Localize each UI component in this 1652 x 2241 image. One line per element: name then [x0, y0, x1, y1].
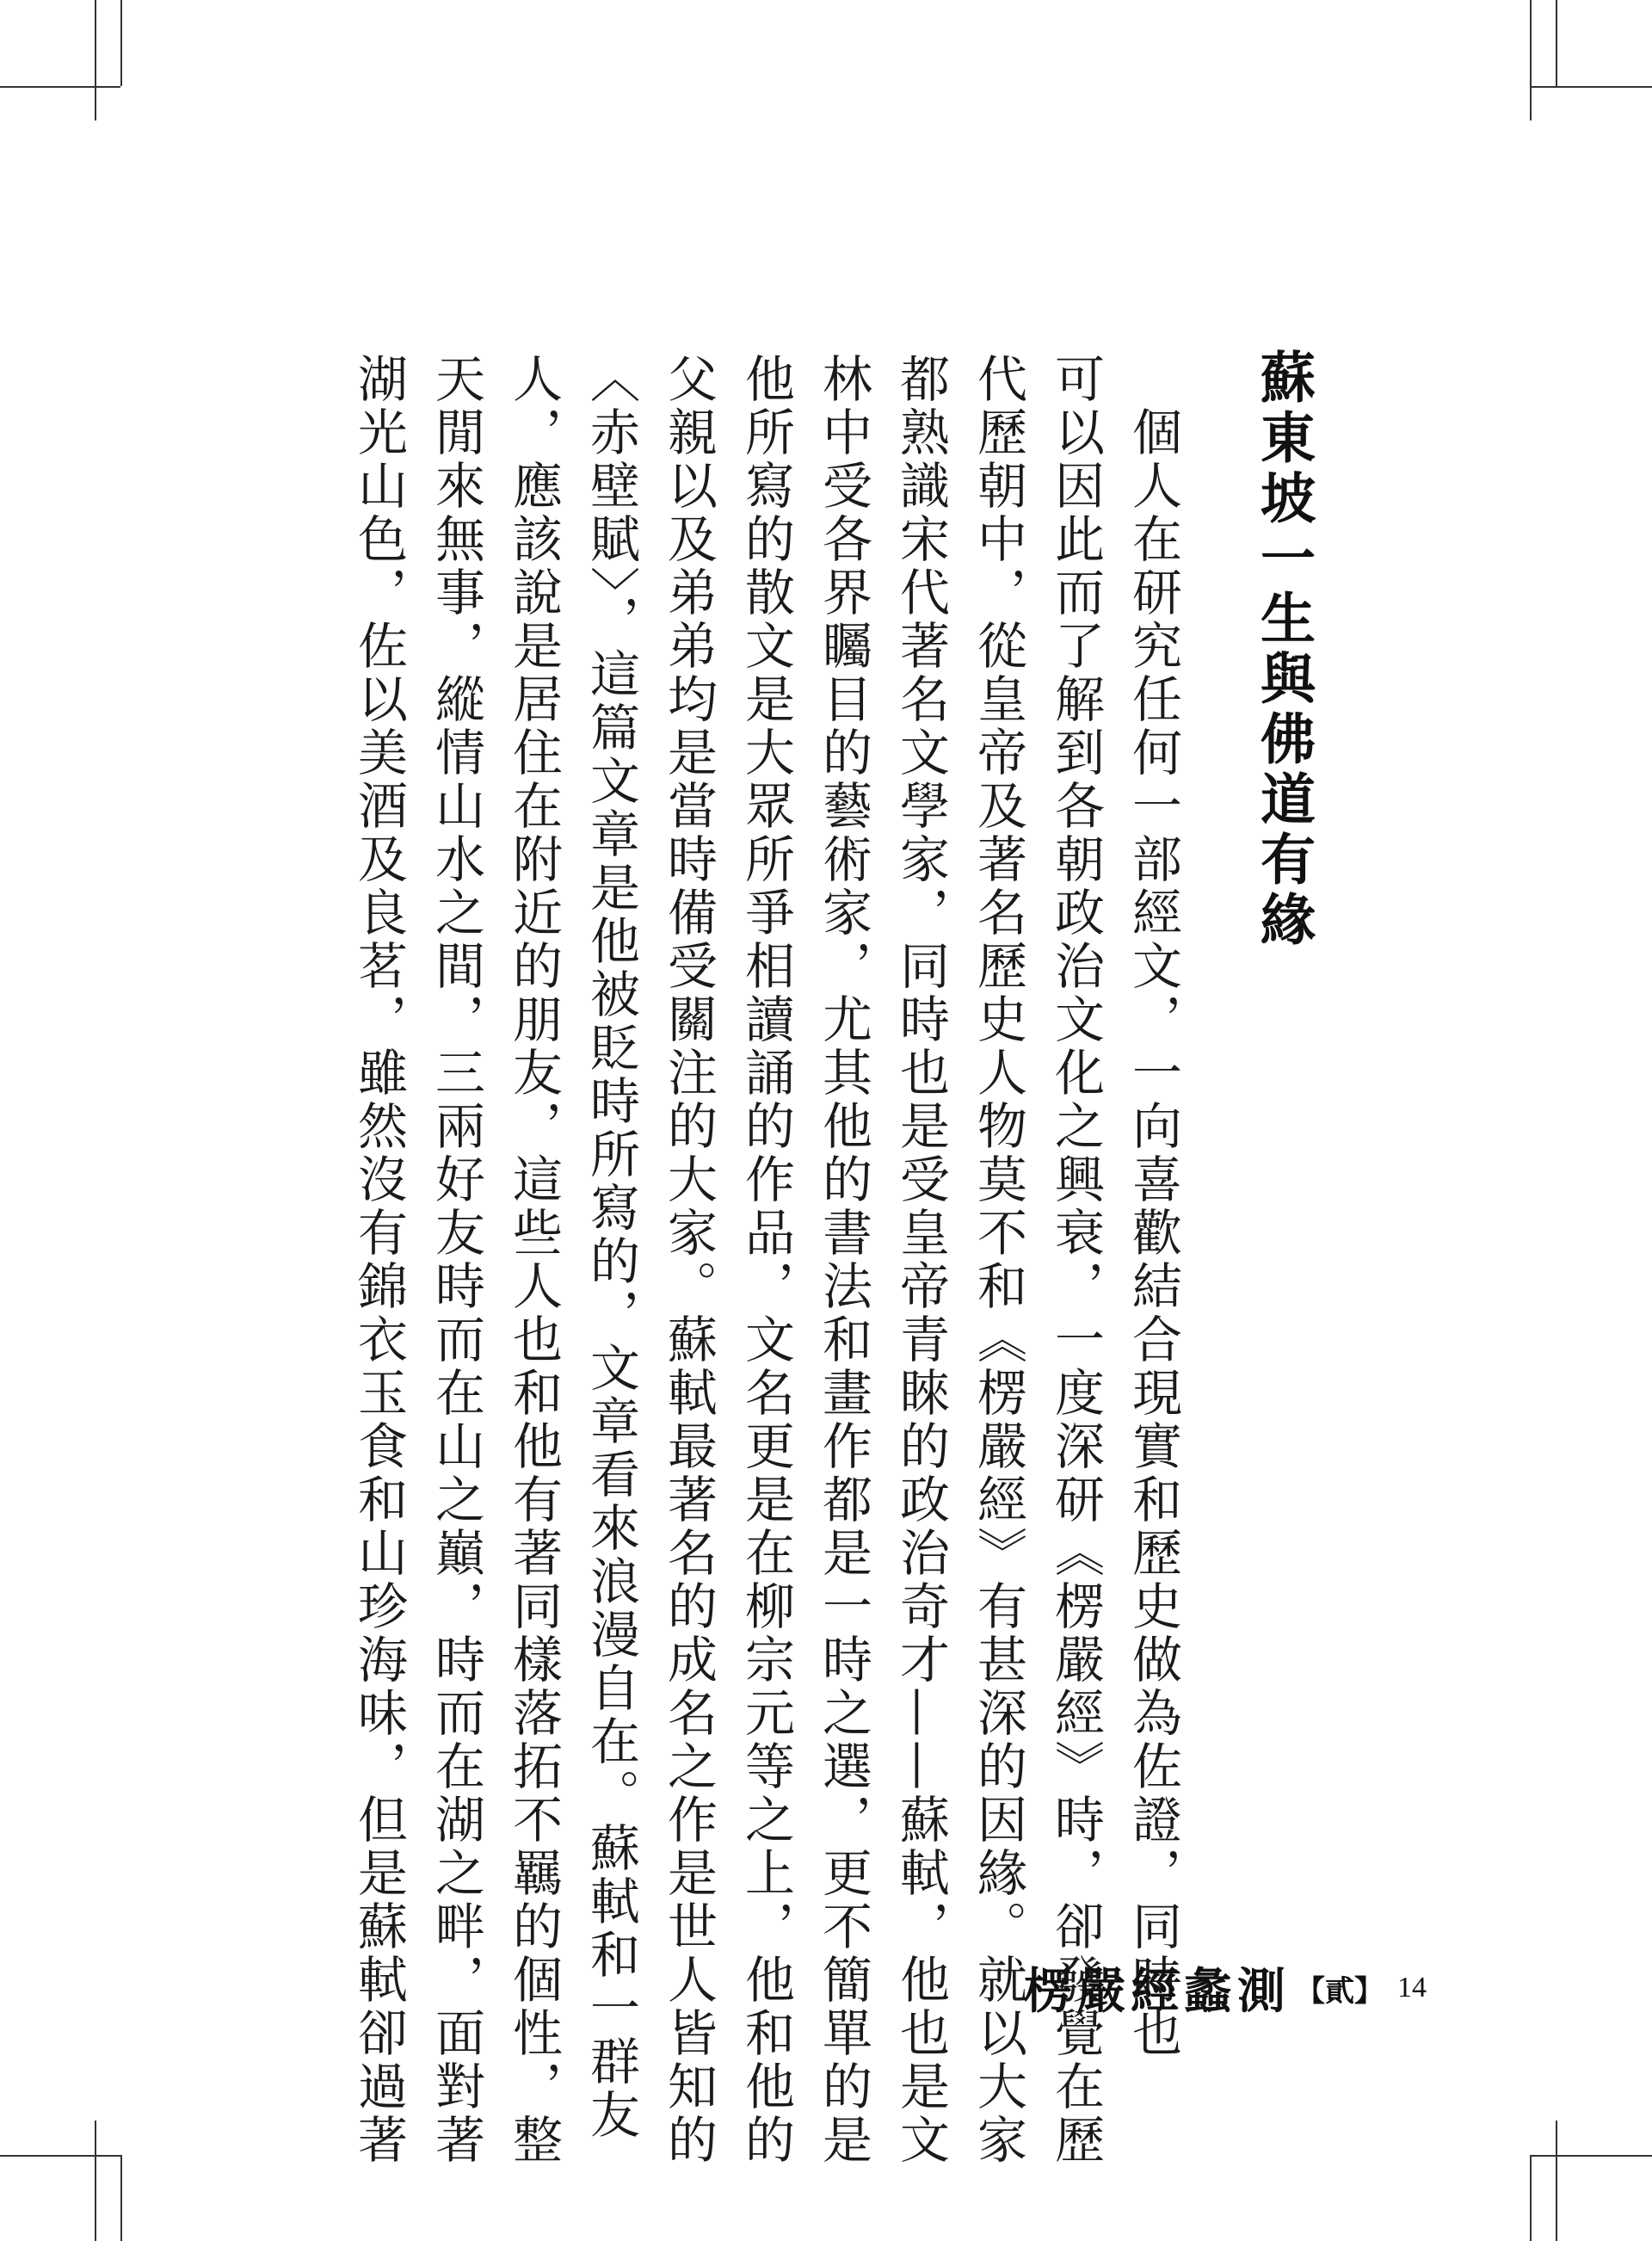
crop-mark: [0, 2155, 120, 2157]
text-column: 〈赤壁賦〉，這篇文章是他被貶時所寫的，文章看來浪漫自在。蘇軾和一群友: [582, 353, 640, 2142]
volume-label: 【貳】: [1296, 1973, 1384, 2009]
crop-mark: [1530, 2155, 1652, 2157]
crop-mark: [1530, 0, 1532, 120]
crop-mark: [1556, 2121, 1557, 2241]
crop-mark: [1530, 86, 1652, 88]
page-number: 14: [1397, 1972, 1427, 2003]
text-column: 代歷朝中，從皇帝及著名歷史人物莫不和《楞嚴經》有甚深的因緣。就以大家: [969, 353, 1027, 2167]
text-column: 天閒來無事，縱情山水之間，三兩好友時而在山之巔，時而在湖之畔，面對著: [427, 353, 485, 2167]
crop-mark: [120, 2155, 122, 2241]
crop-mark: [95, 2121, 96, 2241]
page-footer: [1024, 1954, 1427, 2022]
text-column: 父親以及弟弟均是當時備受關注的大家。蘇軾最著名的成名之作是世人皆知的: [659, 353, 718, 2167]
book-title: 楞嚴經蠡測: [1024, 1964, 1291, 2020]
text-column: 可以因此而了解到各朝政治文化之興衰，一度深研《楞嚴經》時，卻發覺在歷: [1046, 353, 1105, 2167]
crop-mark: [95, 0, 96, 120]
text-column: 人，應該說是居住在附近的朋友，這些人也和他有著同樣落拓不羈的個性，整: [504, 353, 563, 2167]
text-column: 他所寫的散文是大眾所爭相讀誦的作品，文名更是在柳宗元等之上，他和他的: [737, 353, 795, 2167]
crop-mark: [1530, 2155, 1532, 2241]
crop-mark: [26, 86, 120, 88]
text-column: 都熟識宋代著名文學家，同時也是受皇帝青睞的政治奇才——蘇軾，他也是文: [891, 353, 950, 2167]
text-column: 湖光山色，佐以美酒及良茗，雖然沒有錦衣玉食和山珍海味，但是蘇軾卻過著: [349, 353, 408, 2167]
chapter-title: 蘇東坡一生與佛道有緣: [1251, 349, 1315, 951]
crop-mark: [1556, 0, 1557, 86]
crop-mark: [120, 0, 122, 86]
text-column: 林中受各界矚目的藝術家，尤其他的書法和畫作都是一時之選，更不簡單的是: [814, 353, 872, 2167]
text-column: 個人在研究任何一部經文，一向喜歡結合現實和歷史做為佐證，同時也: [1124, 353, 1182, 2060]
